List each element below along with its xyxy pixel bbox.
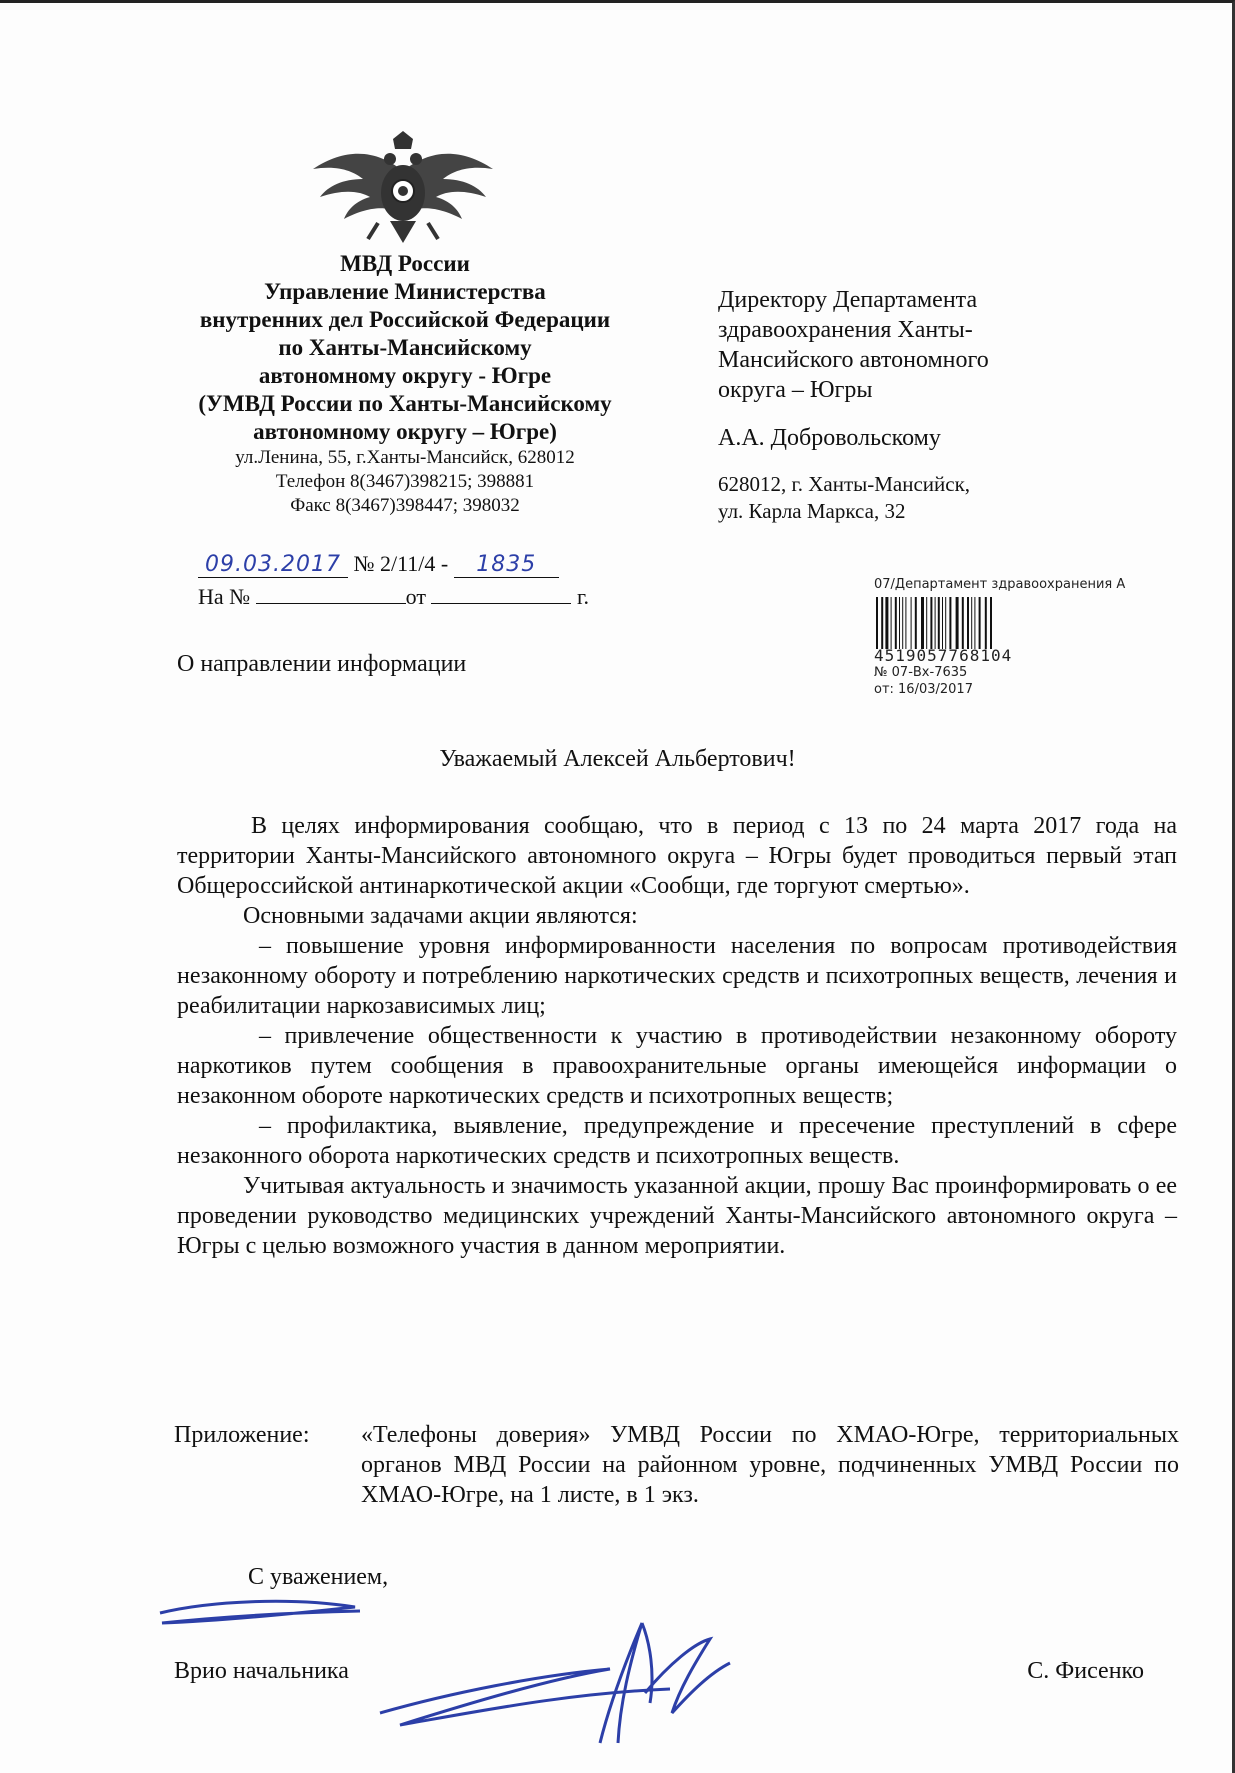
closing-regards: С уважением,	[248, 1564, 389, 1590]
reply-to-line	[198, 583, 589, 610]
barcode-bar	[930, 597, 932, 649]
reply-to-label: На №	[198, 584, 251, 609]
addressee-postal-line: 628012, г. Ханты-Мансийск,	[718, 472, 971, 496]
barcode-bar	[945, 597, 946, 649]
barcode-bar	[990, 597, 992, 649]
sender-block	[170, 250, 640, 518]
reply-number-blank	[256, 583, 406, 604]
stamp-department: 07/Департамент здравоохранения А	[874, 577, 1126, 592]
barcode-bar	[938, 597, 940, 649]
body-paragraph: Основными задачами акции являются:	[243, 903, 638, 929]
incoming-date: от: 16/03/2017	[874, 682, 973, 697]
barcode-bar	[942, 597, 943, 649]
incoming-registration-stamp	[874, 576, 1144, 698]
barcode-bar	[979, 597, 981, 649]
sender-line: внутренних дел Российской Федерации	[199, 307, 611, 332]
barcode-bar	[885, 597, 888, 649]
addressee-line: Директору Департамента	[718, 287, 978, 313]
addressee-line: здравоохранения Ханты-	[718, 317, 973, 343]
sender-fax: Факс 8(3467)398447; 398032	[290, 495, 520, 516]
barcode-bar	[956, 597, 959, 649]
body-paragraph: В целях информирования сообщаю, что в период с 13 по 24 марта 2017 года на территории Ханты-Мансийского автономного округа – Югры будет проводиться первый этап Общероссийской антинаркотической акции «Сообщи, где торгуют смертью».	[177, 813, 1177, 899]
barcode-bar	[962, 597, 964, 649]
salutation: Уважаемый Алексей Альбертович!	[439, 746, 796, 772]
registration-line	[198, 551, 618, 578]
body-list-item: – повышение уровня информированности населения по вопросам противодействия незаконному обороту и потреблению наркотических средств и психотропных веществ, лечения и реабилитации наркозависимых лиц;	[177, 933, 1177, 1019]
sender-phone: Телефон 8(3467)398215; 398881	[275, 471, 535, 492]
barcode-bar	[967, 597, 969, 649]
addressee-line: округа – Югры	[718, 377, 873, 403]
barcode-bar	[902, 597, 903, 649]
barcode	[874, 597, 1042, 649]
barcode-bar	[899, 597, 900, 649]
attachment-block	[174, 1420, 1179, 1510]
attachment-text: «Телефоны доверия» УМВД России по ХМАО-Югре, территориальных органов МВД России на районном уровне, подчиненных УМВД России по ХМАО-Югре, на 1 листе, в 1 экз.	[361, 1422, 1179, 1508]
barcode-bar	[974, 597, 975, 649]
sender-line: Управление Министерства	[264, 279, 546, 304]
barcode-bar	[876, 597, 878, 649]
barcode-bar	[891, 597, 892, 649]
subject-line: О направлении информации	[177, 651, 467, 677]
reply-date-blank	[431, 583, 571, 604]
barcode-bar	[949, 597, 951, 649]
sender-line: по Ханты-Мансийскому	[278, 335, 532, 360]
body-list-item: – профилактика, выявление, предупреждение и пресечение преступлений в сфере незаконного оборота наркотических средств и психотропных веществ.	[177, 1113, 1177, 1169]
incoming-number: № 07-Вх-7635	[874, 665, 968, 680]
addressee-line: Мансийского автономного	[718, 347, 989, 373]
addressee-name: А.А. Добровольскому	[718, 425, 941, 451]
barcode-bar	[905, 597, 906, 649]
registration-number-prefix: № 2/11/4 -	[353, 551, 449, 576]
barcode-bar	[895, 597, 897, 649]
attachment-label: Приложение:	[174, 1422, 310, 1448]
barcode-bar	[881, 597, 883, 649]
sender-address: ул.Ленина, 55, г.Ханты-Мансийск, 628012	[235, 447, 575, 468]
signer-name: С. Фисенко	[1027, 1658, 1144, 1684]
sender-line: МВД России	[340, 251, 470, 276]
barcode-bar	[926, 597, 927, 649]
barcode-bar	[921, 597, 924, 649]
double-headed-eagle-emblem	[308, 131, 498, 251]
addressee-postal	[718, 471, 1098, 525]
sender-line: автономному округу – Югре)	[253, 419, 557, 444]
barcode-bar	[985, 597, 987, 649]
handwritten-date: 09.03.2017	[205, 552, 341, 577]
letter-body	[177, 811, 1177, 1261]
barcode-bar	[935, 597, 936, 649]
year-suffix: г.	[576, 584, 590, 609]
handwritten-number: 1835	[476, 552, 537, 577]
body-paragraph: Учитывая актуальность и значимость указанной акции, прошу Вас проинформировать о ее проведении руководство медицинских учреждений Ханты-Мансийского автономного округа – Югры с целью возможного участия в данном мероприятии.	[177, 1173, 1177, 1259]
sender-line: (УМВД России по Ханты-Мансийскому	[198, 391, 612, 416]
body-list-item: – привлечение общественности к участию в противодействии незаконному обороту наркотиков путем сообщения в правоохранительные органы имеющейся информации о незаконном обороте наркотических средств и психотропных веществ;	[177, 1023, 1177, 1109]
barcode-bar	[915, 597, 917, 649]
addressee-block	[718, 285, 1098, 525]
addressee-postal-line: ул. Карла Маркса, 32	[718, 499, 906, 523]
signer-position: Врио начальника	[174, 1658, 349, 1684]
barcode-bar	[911, 597, 912, 649]
barcode-number: 4519057768104	[874, 646, 1013, 665]
sender-line: автономному округу - Югре	[258, 363, 552, 388]
reply-from-label: от	[405, 584, 426, 609]
barcode-bar	[971, 597, 972, 649]
